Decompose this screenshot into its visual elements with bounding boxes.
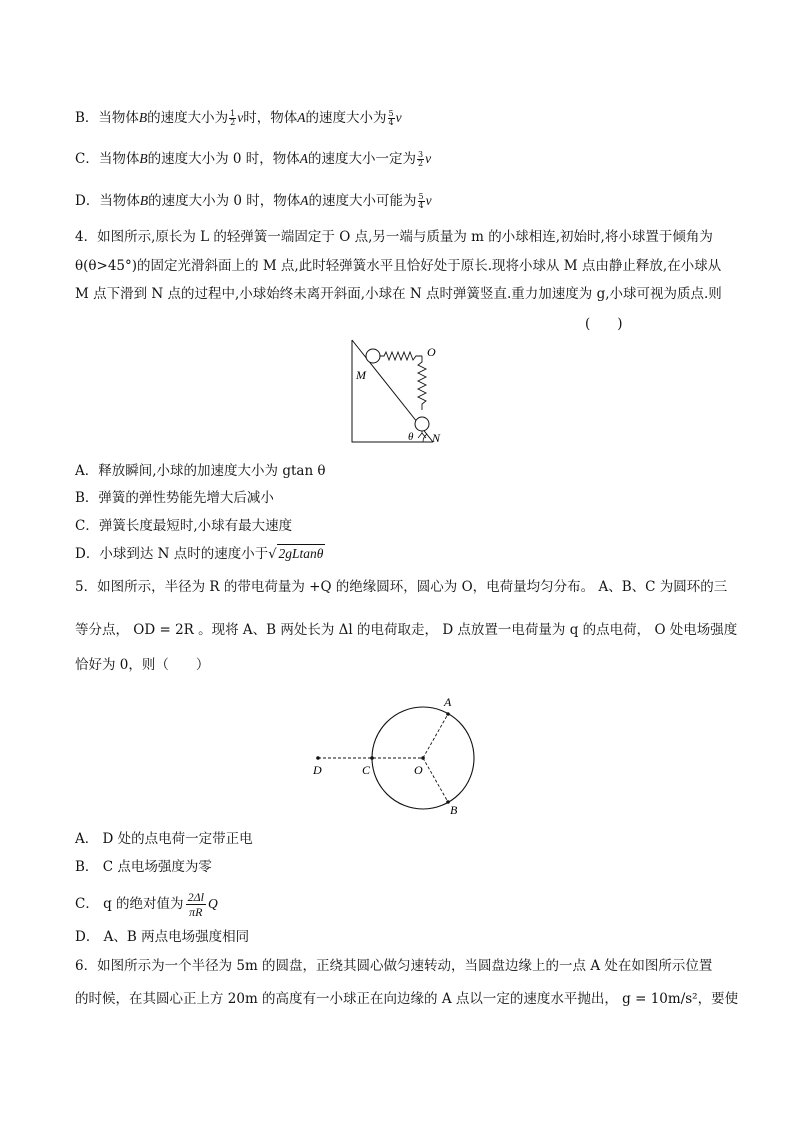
q6-stem-line-2: 的时候，在其圆心正上方 20m 的高度有一小球正在向边缘的 A 点以一定的速度水平抛出， g = 10m/s²，要使 — [75, 991, 739, 1007]
point-c — [370, 756, 374, 760]
fraction: $\frac{2\Delta l}{\pi R}$ — [187, 890, 204, 919]
ball-n — [415, 417, 429, 431]
q4-option-b: B．弹簧的弹性势能先增大后减小 — [75, 490, 274, 506]
q5-ring-figure — [308, 690, 488, 818]
q3-option-d: D．当物体B的速度大小为 0 时，物体A的速度大小可能为 $\frac{5}{4}$ v — [75, 192, 432, 210]
answer-paren: ( ) — [585, 316, 623, 332]
q5-option-d: D． A、B 两点电场强度相同 — [75, 929, 250, 945]
dashed-ob — [423, 758, 448, 802]
q5-stem-line-1: 5．如图所示，半径为 R 的带电荷量为 +Q 的绝缘圆环，圆心为 O，电荷量均匀分布。 A、B、C 为圆环的三 — [75, 579, 728, 595]
fraction: $\frac{1}{2}$ — [230, 109, 236, 127]
label-d: D — [313, 763, 322, 777]
q4-stem-line-3: M 点下滑到 N 点的过程中,小球始终未离开斜面,小球在 N 点时弹簧竖直.重力加速度为 g,小球可视为质点.则 — [75, 286, 722, 302]
sqrt-expression: 2gLtanθ — [278, 546, 324, 561]
q3-option-c: C．当物体B的速度大小为 0 时，物体A的速度大小一定为 $\frac{3}{2}$ v — [75, 150, 432, 168]
dashed-oa — [423, 714, 448, 758]
q4-stem-line-2: θ(θ>45°)的固定光滑斜面上的 M 点,此时轻弹簧水平且恰好处于原长.现将小球从 M 点由静止释放,在小球从 — [75, 258, 722, 274]
q5-option-c: C． q 的绝对值为 $\frac{2\Delta l}{\pi R}$ Q — [75, 890, 218, 919]
q4-option-d: D．小球到达 N 点时的速度小于√ 2gLtanθ — [75, 546, 324, 562]
point-d — [316, 756, 320, 760]
q4-stem-line-1: 4．如图所示,原长为 L 的轻弹簧一端固定于 O 点,另一端与质量为 m 的小球相连,初始时,将小球置于倾角为 — [75, 229, 713, 245]
label-b: B — [450, 803, 458, 817]
label-o: O — [414, 763, 423, 777]
fraction: $\frac{3}{2}$ — [418, 150, 424, 168]
q6-stem-line-1: 6．如图所示为一个半径为 5m 的圆盘，正绕其圆心做匀速转动，当圆盘边缘上的一点 A 处在如图所示位置 — [75, 958, 713, 974]
ball-m — [366, 349, 380, 363]
label-m: M — [356, 368, 366, 382]
label-n: N — [432, 431, 441, 445]
q4-incline-figure — [340, 334, 460, 446]
q5-stem-line-3: 恰好为 0，则（ ） — [75, 657, 210, 673]
q3-option-b: B．当物体B的速度大小为 $\frac{1}{2}$ v时，物体A的速度大小为 $\frac{5}{4}$ v — [75, 109, 402, 127]
fraction: $\frac{5}{4}$ — [418, 192, 424, 210]
spring-horizontal — [380, 352, 422, 360]
q5-option-a: A． D 处的点电荷一定带正电 — [75, 831, 253, 847]
q5-option-b: B． C 点电场强度为零 — [75, 859, 212, 875]
q4-option-a: A．释放瞬间,小球的加速度大小为 gtan θ — [75, 463, 326, 479]
q4-option-c: C．弹簧长度最短时,小球有最大速度 — [75, 518, 293, 534]
label-o: O — [427, 345, 436, 359]
fraction: $\frac{5}{4}$ — [388, 109, 394, 127]
label-a: A — [444, 695, 452, 709]
point-a — [446, 712, 450, 716]
q5-stem-line-2: 等分点， OD = 2R 。现将 A、B 两处长为 Δl 的电荷取走， D 点放置一电荷量为 q 的点电荷， O 处电场强度 — [75, 622, 738, 638]
label-c: C — [362, 763, 371, 777]
point-o — [421, 756, 425, 760]
spring-vertical — [418, 356, 426, 410]
label-theta: θ — [408, 431, 414, 443]
